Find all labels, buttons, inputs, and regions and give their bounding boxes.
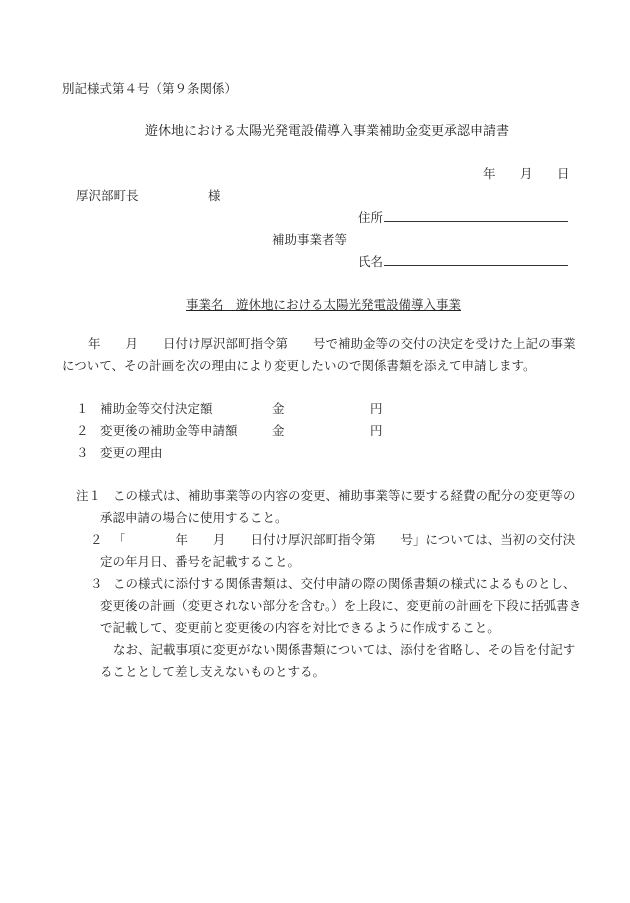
item-label: 補助金等交付決定額 xyxy=(100,401,213,416)
address-field[interactable] xyxy=(384,208,568,222)
note-3-line: で記載して、変更前と変更後の内容を対比できるように作成すること。 xyxy=(100,620,500,635)
address-label: 住所 xyxy=(358,210,384,225)
document-title: 遊休地における太陽光発電設備導入事業補助金変更承認申請書 xyxy=(145,124,510,139)
body-line-1: 年 月 日付け厚沢部町指令第 号で補助金等の交付の決定を受けた上記の事業 xyxy=(88,336,576,351)
note-2-head: ２ xyxy=(90,532,103,547)
note-3-line: この様式に添付する関係書類は、交付申請の際の関係書類の様式によるものとし、 xyxy=(113,576,576,591)
note-1-line: 承認申請の場合に使用すること。 xyxy=(100,510,288,525)
addressee-name: 厚沢部町長 xyxy=(76,188,139,203)
note-2-line: 「 年 月 日付け厚沢部町指令第 号」については、当初の交付決 xyxy=(113,532,576,547)
item-label: 変更の理由 xyxy=(100,445,163,460)
item-number: ２ xyxy=(76,423,89,438)
note-3-line: 変更後の計画（変更されない部分を含む。）を上段に、変更前の計画を下段に括弧書き xyxy=(100,598,582,613)
item-label: 変更後の補助金等申請額 xyxy=(100,423,238,438)
note-2-line: 定の年月日、番号を記載すること。 xyxy=(100,554,301,569)
body-line-2: について、その計画を次の理由により変更したいので関係書類を添えて申請します。 xyxy=(62,358,536,373)
name-label: 氏名 xyxy=(358,254,384,269)
item-yen: 円 xyxy=(370,423,383,438)
item-yen: 円 xyxy=(370,401,383,416)
note-3-line: なお、記載事項に変更がない関係書類については、添付を省略し、その旨を付記す xyxy=(113,642,576,657)
item-number: ３ xyxy=(76,445,89,460)
note-1-head: 注１ xyxy=(76,488,102,503)
name-field[interactable] xyxy=(384,252,568,266)
date-day: 日 xyxy=(557,166,570,181)
date-year: 年 xyxy=(483,166,496,181)
item-number: １ xyxy=(76,401,89,416)
note-3-line: ることとして差し支えないものとする。 xyxy=(100,664,326,679)
note-3-head: ３ xyxy=(90,576,103,591)
addressee-honorific: 様 xyxy=(208,188,221,203)
note-1-line: この様式は、補助事業等の内容の変更、補助事業等に要する経費の配分の変更等の xyxy=(113,488,576,503)
form-number: 別記様式第４号（第９条関係） xyxy=(62,81,238,96)
item-kin: 金 xyxy=(272,401,285,416)
date-month: 月 xyxy=(520,166,533,181)
project-heading: 事業名 遊休地における太陽光発電設備導入事業 xyxy=(186,297,462,312)
applicant-group-label: 補助事業者等 xyxy=(272,232,348,247)
item-kin: 金 xyxy=(272,423,285,438)
